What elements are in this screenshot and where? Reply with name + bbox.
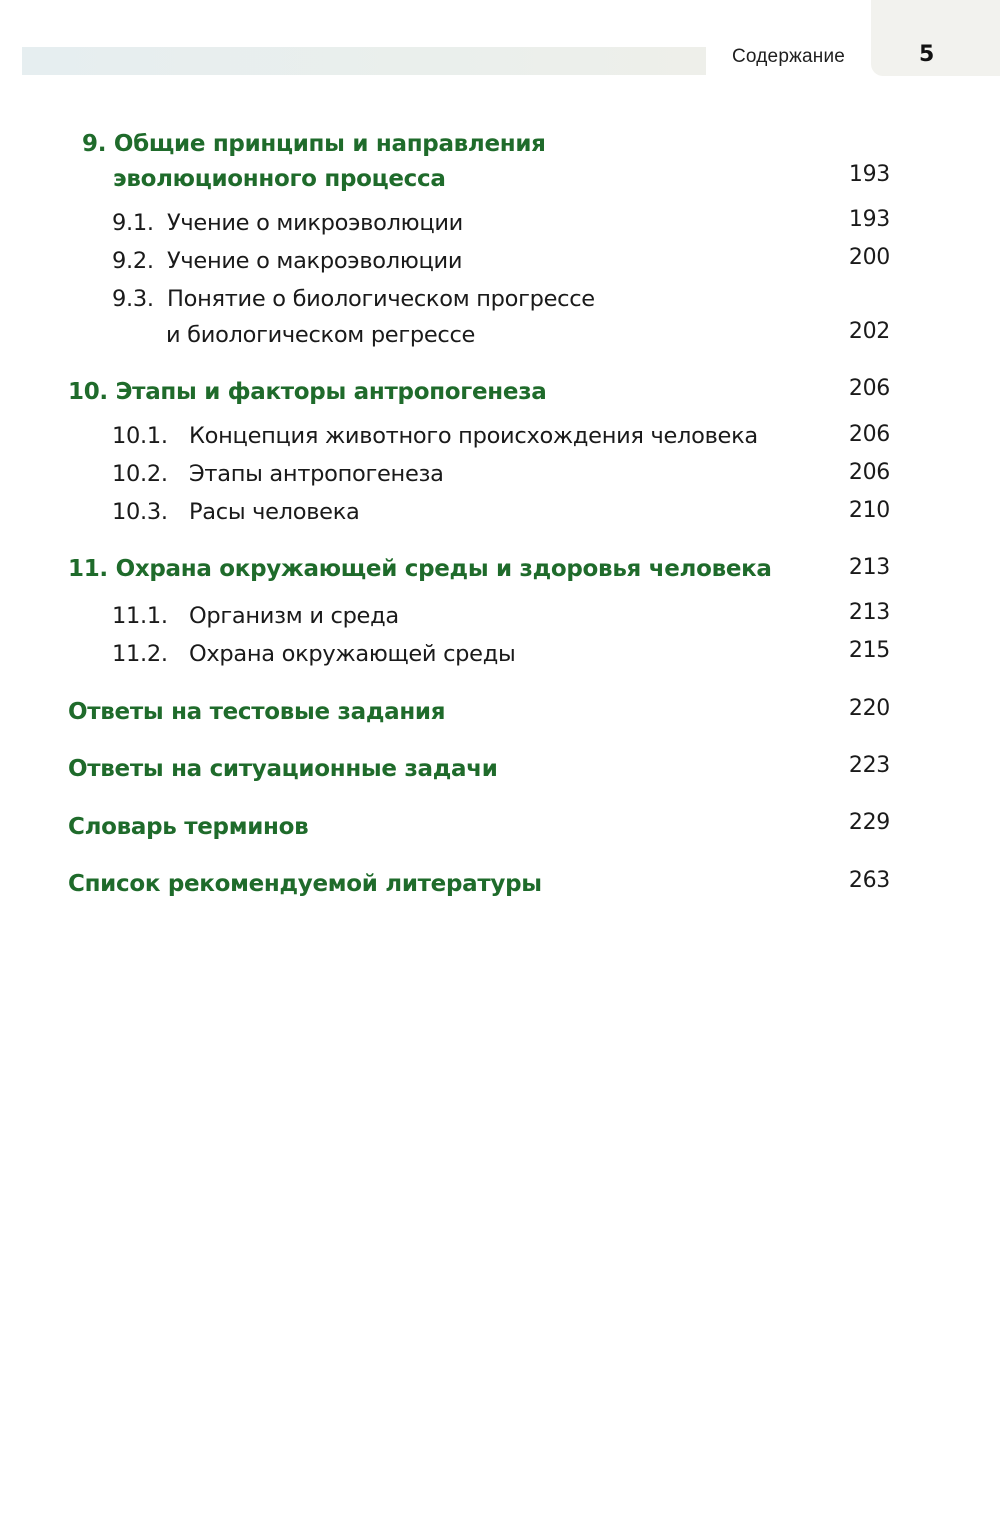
toc-subsection-number: 9.2.	[112, 248, 154, 274]
toc-subsection-10-3-title[interactable]: Расы человека	[189, 499, 360, 525]
toc-subsection-number: 9.1.	[112, 210, 154, 236]
toc-subsection-11-2-title[interactable]: Охрана окружающей среды	[189, 641, 516, 667]
toc-chapter-11-title[interactable]	[68, 552, 772, 586]
toc-appendix-references[interactable]: Список рекомендуемой литературы	[68, 871, 542, 897]
toc-chapter-10-title[interactable]	[68, 375, 546, 409]
chapter-title-text: Этапы и факторы антропогенеза	[115, 379, 547, 405]
toc-subsection-9-1-page: 193	[848, 207, 890, 232]
toc-subsection-number: 10.3.	[112, 499, 168, 525]
toc-chapter-11-page: 213	[848, 555, 890, 580]
chapter-title-text: Охрана окружающей среды и здоровья человека	[115, 556, 772, 582]
toc-appendix-glossary-page: 229	[848, 810, 890, 835]
toc-subsection-number: 11.2.	[112, 641, 168, 667]
toc-subsection-11-1-page: 213	[848, 600, 890, 625]
header-band	[22, 47, 706, 75]
toc-appendix-test-answers-page: 220	[848, 696, 890, 721]
toc-subsection-9-2-title[interactable]: Учение о макроэволюции	[167, 248, 463, 274]
toc-subsection-9-2-page: 200	[848, 245, 890, 270]
toc-subsection-10-2-title[interactable]: Этапы антропогенеза	[189, 461, 444, 487]
toc-subsection-9-3-title-line2[interactable]: и биологическом регрессе	[166, 322, 476, 348]
toc-chapter-9-page: 193	[848, 162, 890, 187]
toc-appendix-test-answers[interactable]: Ответы на тестовые задания	[68, 699, 446, 725]
toc-subsection-10-1-page: 206	[848, 422, 890, 447]
toc-subsection-9-3-page: 202	[848, 319, 890, 344]
toc-subsection-number: 10.1.	[112, 423, 168, 449]
toc-chapter-9-title[interactable]	[82, 127, 546, 161]
toc-subsection-10-3-page: 210	[848, 498, 890, 523]
page-number: 5	[919, 42, 935, 67]
toc-subsection-number: 9.3.	[112, 286, 154, 312]
chapter-title-line1: Общие принципы и направления	[113, 131, 546, 157]
toc-appendix-case-answers-page: 223	[848, 753, 890, 778]
toc-subsection-9-3-title-line1[interactable]: Понятие о биологическом прогрессе	[167, 286, 595, 312]
toc-chapter-9-title-line2[interactable]: эволюционного процесса	[113, 166, 446, 192]
toc-subsection-9-1-title[interactable]: Учение о микроэволюции	[167, 210, 463, 236]
toc-appendix-references-page: 263	[848, 868, 890, 893]
toc-appendix-glossary[interactable]: Словарь терминов	[68, 814, 309, 840]
toc-subsection-number: 11.1.	[112, 603, 168, 629]
toc-subsection-number: 10.2.	[112, 461, 168, 487]
toc-subsection-10-2-page: 206	[848, 460, 890, 485]
toc-appendix-case-answers[interactable]: Ответы на ситуационные задачи	[68, 756, 498, 782]
chapter-number: 11.	[68, 556, 108, 582]
toc-chapter-10-page: 206	[848, 376, 890, 401]
chapter-number: 9.	[82, 131, 107, 157]
chapter-number: 10.	[68, 379, 108, 405]
toc-subsection-11-1-title[interactable]: Организм и среда	[189, 603, 399, 629]
page-number-tab	[871, 0, 1000, 76]
toc-subsection-11-2-page: 215	[848, 638, 890, 663]
toc-subsection-10-1-title[interactable]: Концепция животного происхождения человека	[189, 423, 758, 449]
running-header-title: Содержание	[732, 46, 846, 67]
